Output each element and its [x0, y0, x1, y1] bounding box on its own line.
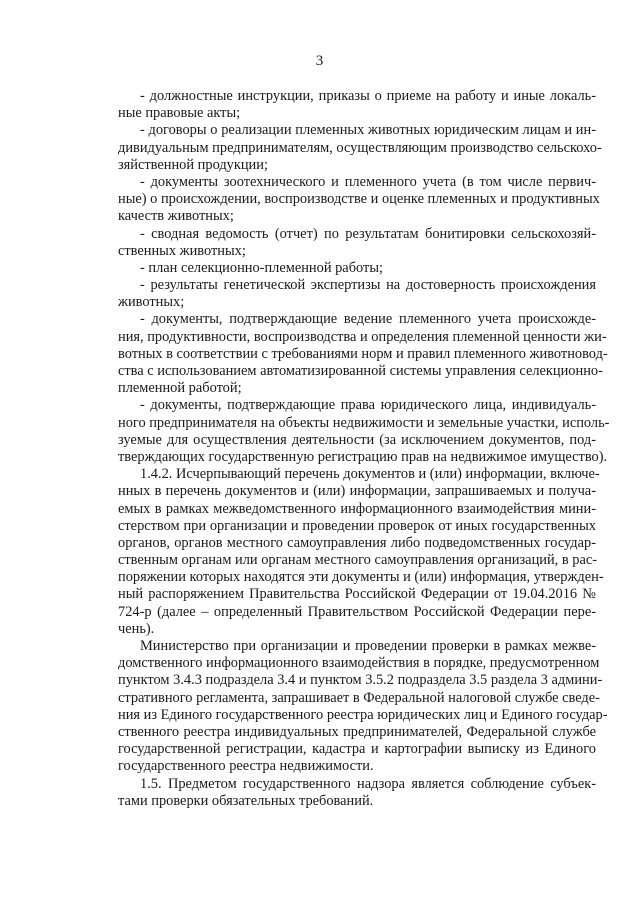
text-line: тами проверки обязательных требований. — [118, 792, 374, 809]
text-line: емых в рамках межведомственного информационного взаимодействия мини- — [118, 500, 596, 517]
text-line: ственным органам или органам местного самоуправления организаций, в рас- — [118, 552, 598, 569]
text-line: 1.5. Предметом государственного надзора является соблюдение субъек- — [140, 775, 596, 792]
paragraph — [118, 638, 608, 776]
text-line: государственного реестра недвижимости. — [118, 758, 374, 775]
text-line: Министерство при организации и проведении проверки в рамках межве- — [140, 638, 596, 654]
text-line: нных в перечень документов и (или) информации, запрашиваемых и получа- — [118, 483, 596, 500]
text-line: вотных в соответствии с требованиями норм и правил племенного животновод- — [118, 345, 608, 362]
text-line: - документы, подтверждающие ведение племенного учета происхожде- — [140, 311, 596, 328]
paragraph — [118, 88, 596, 122]
paragraph — [118, 173, 600, 226]
text-line: ного предпринимателя на объекты недвижимости и земельные участки, исполь- — [118, 414, 610, 431]
text-line: зуемые для осуществления деятельности (за исключением документов, под- — [118, 431, 596, 448]
text-line: - документы, подтверждающие права юридического лица, индивидуаль- — [140, 397, 596, 414]
text-line: - договоры о реализации племенных животных юридическим лицам и ин- — [140, 122, 596, 139]
paragraph — [118, 397, 610, 466]
paragraph — [118, 311, 608, 397]
text-line: - результаты генетической экспертизы на достоверность происхождения — [140, 277, 596, 294]
text-line: пунктом 3.4.3 подраздела 3.4 и пунктом 3.5.2 подраздела 3.5 раздела 3 админи- — [118, 672, 603, 689]
text-line: - должностные инструкции, приказы о приеме на работу и иные локаль- — [140, 88, 596, 104]
text-line: качеств животных; — [118, 208, 234, 225]
paragraph — [118, 466, 604, 638]
text-line: 724-р (далее – определенный Правительством Российской Федерации пере- — [118, 603, 596, 620]
text-line: племенной работой; — [118, 380, 242, 397]
text-line: - сводная ведомость (отчет) по результатам бонитировки сельскохозяй- — [140, 225, 596, 242]
text-line: зяйственной продукции; — [118, 156, 268, 173]
text-line: стративного регламента, запрашивает в Федеральной налоговой службе сведе- — [118, 689, 600, 706]
text-line: чень). — [118, 620, 155, 637]
text-line: ния из Единого государственного реестра юридических лиц и Единого государ- — [118, 706, 608, 723]
page-number: 3 — [315, 53, 324, 69]
paragraph — [118, 122, 602, 174]
text-line: - план селекционно-племенной работы; — [140, 259, 383, 276]
document-body — [118, 88, 610, 810]
paragraph — [118, 260, 596, 277]
text-line: животных; — [118, 294, 185, 311]
text-line: дивидуальным предпринимателям, осуществляющим производство сельскохо- — [118, 139, 602, 156]
text-line: ный распоряжением Правительства Российской Федерации от 19.04.2016 № — [118, 586, 596, 603]
text-line: ные) о происхождении, воспроизводстве и оценке племенных и продуктивных — [118, 191, 600, 208]
text-line: государственной регистрации, кадастра и картографии выписку из Единого — [118, 741, 596, 758]
text-line: ства с использованием автоматизированной системы управления селекционно- — [118, 363, 603, 379]
text-line: - документы зоотехнического и племенного учета (в том числе первич- — [140, 173, 596, 190]
paragraph — [118, 277, 596, 311]
paragraph — [118, 226, 596, 260]
text-line: поряжении которых находятся эти документы и (или) информация, утвержден- — [118, 569, 604, 586]
text-line: ния, продуктивности, воспроизводства и определения племенной ценности жи- — [118, 328, 607, 345]
text-line: 1.4.2. Исчерпывающий перечень документов и (или) информации, включе- — [140, 466, 600, 483]
text-line: ственных животных; — [118, 242, 246, 259]
text-line: тверждающих государственную регистрацию прав на недвижимое имущество). — [118, 448, 608, 465]
text-line: домственного информационного взаимодействия в порядке, предусмотренном — [118, 655, 600, 672]
text-line: стерством при организации и проведении проверок от иных государственных — [118, 517, 596, 534]
text-line: ные правовые акты; — [118, 105, 241, 122]
text-line: ственного реестра индивидуальных предпринимателей, Федеральной службе — [118, 723, 596, 740]
text-line: органов, органов местного самоуправления либо подведомственных государ- — [118, 534, 596, 551]
paragraph — [118, 776, 596, 810]
